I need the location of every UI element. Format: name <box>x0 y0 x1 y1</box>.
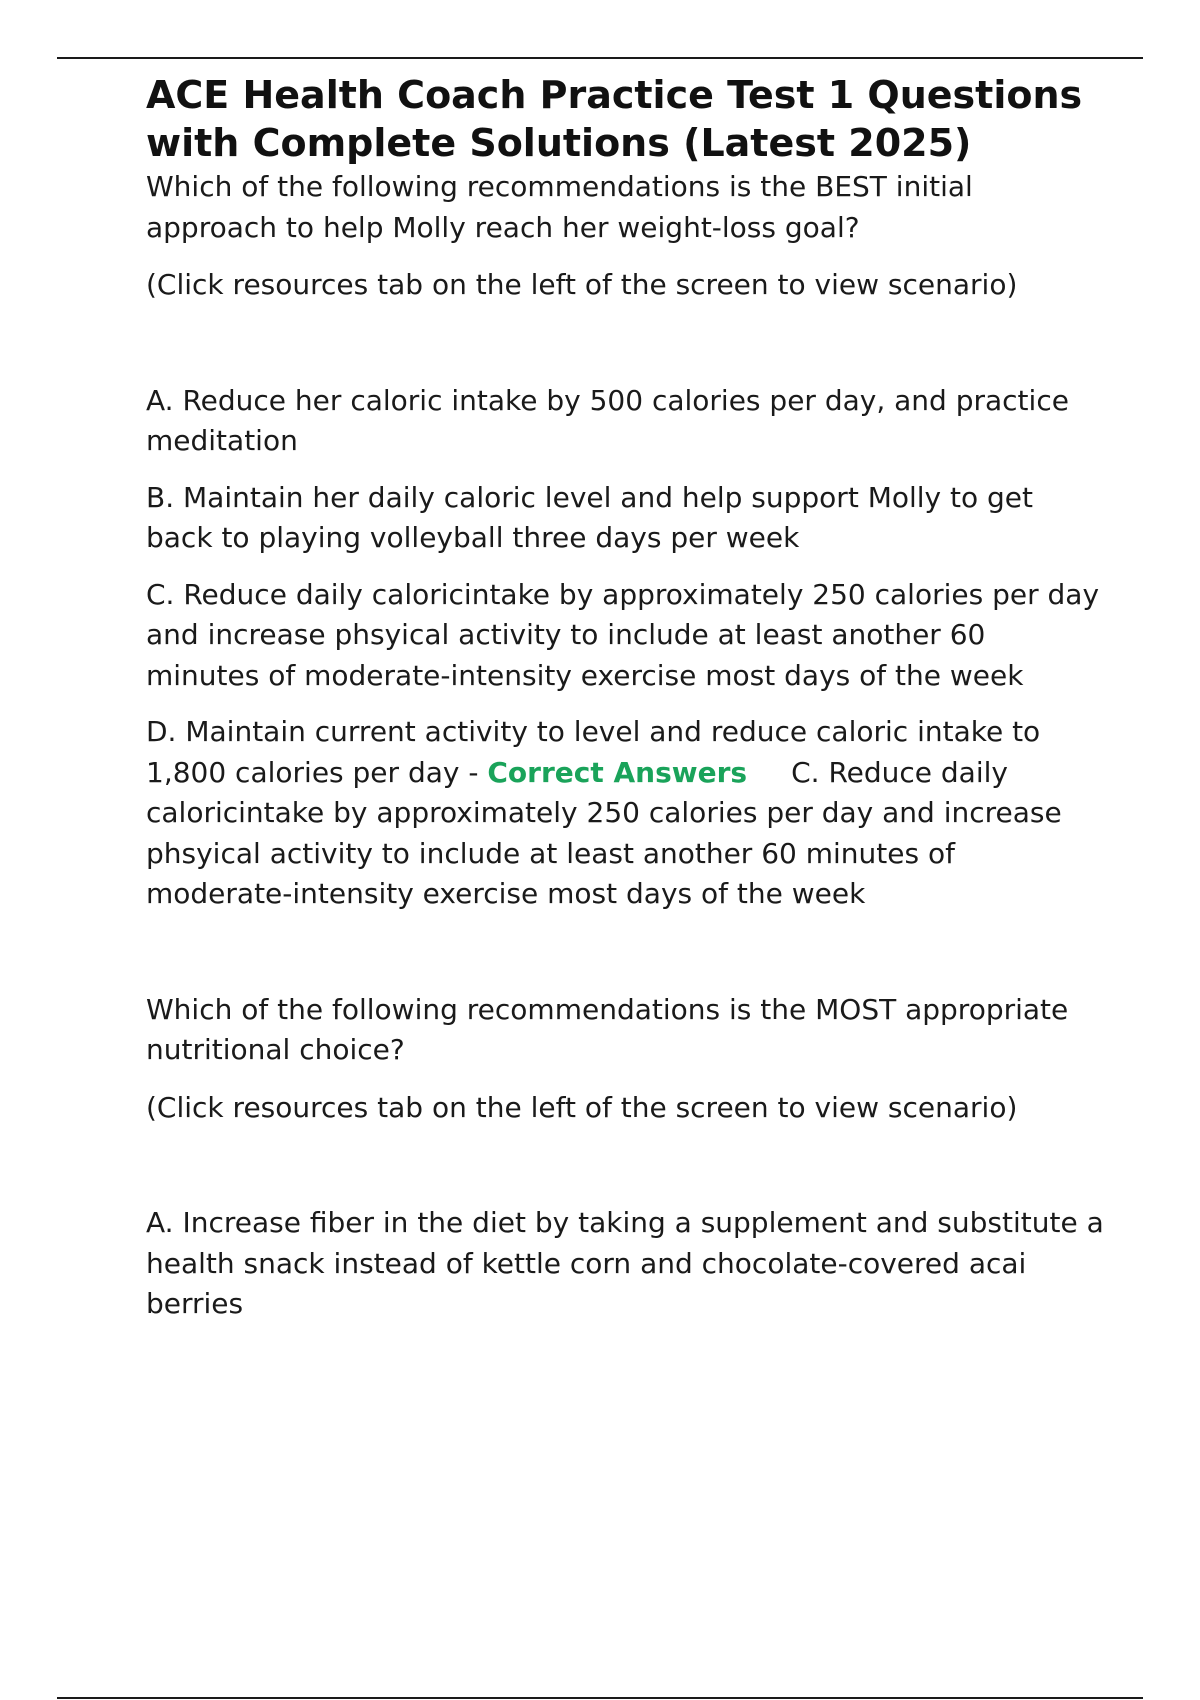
document-body <box>146 71 1106 1325</box>
option-c: C. Reduce daily caloricintake by approximately 250 calories per day and increase phsyical activity to include at least another 60 minutes of moderate-intensity exercise most days of the week <box>146 577 1100 692</box>
correct-answers-label: Correct Answers <box>487 755 748 789</box>
correct-answer-text: C. Reduce daily caloricintake by approximately 250 calories per day and increase phsyical activity to include at least another 60 minutes of moderate-intensity exercise most days of the week <box>146 755 1062 910</box>
option-d-text: D. Maintain current activity to level and reduce caloric intake to 1,800 calories per day - <box>146 715 1041 789</box>
option-a: A. Increase fiber in the diet by taking a supplement and substitute a health snack instead of kettle corn and chocolate-covered acai berries <box>146 1206 1104 1320</box>
option-b: B. Maintain her daily caloric level and help support Molly to get back to playing volleyball three days per week <box>146 480 1034 554</box>
question-1 <box>146 167 1106 915</box>
question-2 <box>146 990 1106 1325</box>
scenario-note: (Click resources tab on the left of the screen to view scenario) <box>146 1090 1018 1124</box>
option-a: A. Reduce her caloric intake by 500 calories per day, and practice meditation <box>146 383 1069 457</box>
bottom-rule <box>57 1697 1143 1699</box>
question-text: Which of the following recommendations is the BEST initial approach to help Molly reach her weight-loss goal? <box>146 170 973 244</box>
option-d <box>146 712 1106 915</box>
question-text: Which of the following recommendations is the MOST appropriate nutritional choice? <box>146 992 1069 1066</box>
scenario-note: (Click resources tab on the left of the screen to view scenario) <box>146 268 1018 301</box>
document-title: ACE Health Coach Practice Test 1 Questions with Complete Solutions (Latest 2025) <box>146 73 1083 165</box>
top-rule <box>57 57 1143 59</box>
